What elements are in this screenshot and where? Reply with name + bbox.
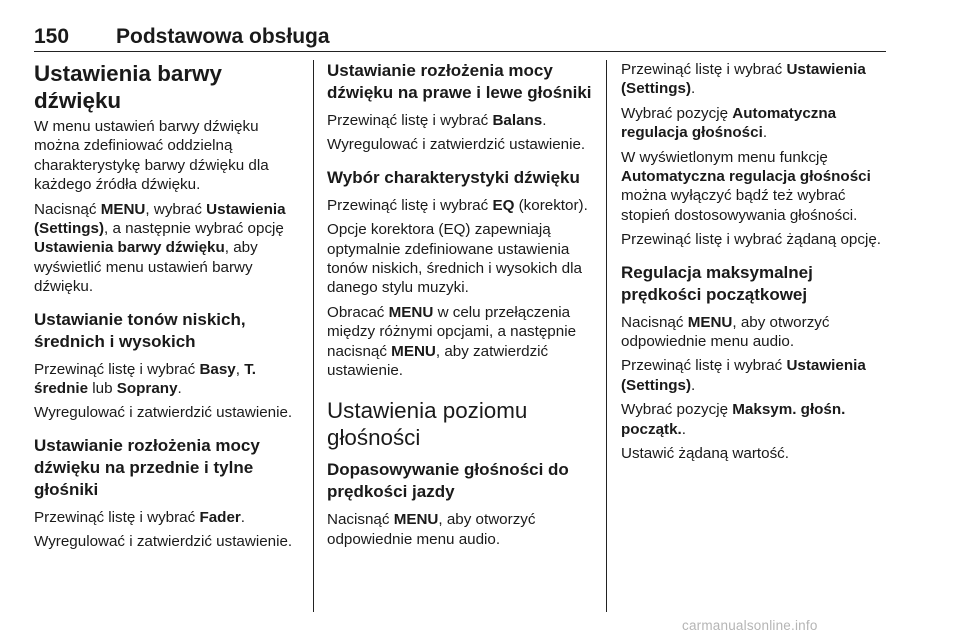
column-3 bbox=[621, 60, 883, 469]
column-1 bbox=[34, 60, 302, 557]
paragraph: Wyregulować i zatwierdzić ustawienie. bbox=[34, 404, 293, 422]
paragraph: Obracać MENU w celu przełączenia między różnymi opcjami, a następnie nacisnąć MENU, aby zatwierdzić ustawienie. bbox=[327, 303, 577, 380]
paragraph: Przewinąć listę i wybrać Ustawienia (Settings). bbox=[621, 61, 866, 98]
paragraph: Nacisnąć MENU, aby otworzyć odpowiednie menu audio. bbox=[327, 511, 536, 548]
section-heading: Ustawienia poziomu głośności bbox=[327, 398, 528, 451]
paragraph: Nacisnąć MENU, wybrać Ustawienia (Settings), a następnie wybrać opcję Ustawienia barwy dźwięku, aby wyświetlić menu ustawień barwy dźwięku. bbox=[34, 200, 286, 296]
subsection-heading: Ustawianie tonów niskich, średnich i wysokich bbox=[34, 309, 246, 351]
paragraph: Wyregulować i zatwierdzić ustawienie. bbox=[34, 533, 293, 551]
column-divider bbox=[606, 60, 607, 612]
paragraph: Przewinąć listę i wybrać Ustawienia (Settings). bbox=[621, 357, 866, 394]
page-header bbox=[34, 21, 886, 52]
column-divider bbox=[313, 60, 314, 612]
paragraph: Przewinąć listę i wybrać Balans. bbox=[327, 112, 547, 129]
subsection-heading: Ustawianie rozłożenia mocy dźwięku na prawe i lewe głośniki bbox=[327, 61, 592, 102]
paragraph: Nacisnąć MENU, aby otworzyć odpowiednie menu audio. bbox=[621, 313, 830, 351]
subsection-heading: Regulacja maksymalnej prędkości początkowej bbox=[621, 262, 813, 304]
section-title: Podstawowa obsługa bbox=[116, 25, 330, 48]
paragraph: Przewinąć listę i wybrać Basy, T. średnie lub Soprany. bbox=[34, 360, 257, 398]
paragraph: W wyświetlonym menu funkcję Automatyczna regulacja głośności można wyłączyć bądź też wybrać stopień dostosowywania głośności. bbox=[621, 148, 871, 224]
column-2 bbox=[327, 60, 595, 554]
paragraph: Wybrać pozycję Automatyczna regulacja głośności. bbox=[621, 104, 837, 142]
watermark: carmanualsonline.info bbox=[682, 618, 818, 633]
paragraph: Opcje korektora (EQ) zapewniają optymalnie zdefiniowane ustawienia tonów niskich, średnich i wysokich dla danego stylu muzyki. bbox=[327, 221, 582, 297]
paragraph: Przewinąć listę i wybrać żądaną opcję. bbox=[621, 231, 881, 249]
paragraph: Przewinąć listę i wybrać EQ (korektor). bbox=[327, 196, 588, 214]
subsection-heading: Dopasowywanie głośności do prędkości jazdy bbox=[327, 460, 569, 502]
page-title: Ustawienia barwy dźwięku bbox=[34, 61, 222, 113]
subsection-heading: Ustawianie rozłożenia mocy dźwięku na przednie i tylne głośniki bbox=[34, 435, 260, 499]
paragraph: Przewinąć listę i wybrać Fader. bbox=[34, 508, 246, 526]
page-number: 150 bbox=[34, 25, 70, 48]
paragraph: Wyregulować i zatwierdzić ustawienie. bbox=[327, 136, 586, 154]
paragraph: Ustawić żądaną wartość. bbox=[621, 445, 789, 463]
paragraph: W menu ustawień barwy dźwięku można zdefiniować oddzielną charakterystykę barwy dźwięku dla każdego źródła dźwięku. bbox=[34, 118, 269, 194]
paragraph: Wybrać pozycję Maksym. głośn. początk.. bbox=[621, 401, 846, 438]
subsection-heading: Wybór charakterystyki dźwięku bbox=[327, 167, 580, 187]
